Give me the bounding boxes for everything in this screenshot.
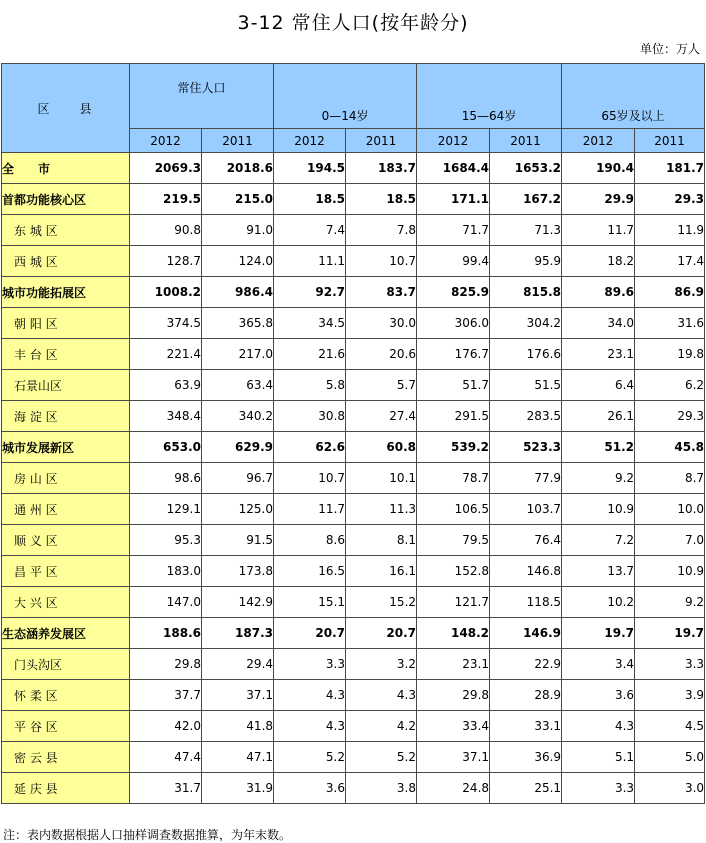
year-header-cell: 2012	[417, 129, 490, 153]
value-cell: 129.1	[130, 494, 202, 525]
value-cell: 26.1	[562, 401, 635, 432]
value-cell: 2018.6	[202, 153, 274, 184]
value-cell: 30.8	[274, 401, 346, 432]
value-cell: 95.3	[130, 525, 202, 556]
value-cell: 3.3	[274, 649, 346, 680]
table-row	[2, 525, 705, 556]
value-cell: 11.3	[346, 494, 417, 525]
value-cell: 221.4	[130, 339, 202, 370]
unit-label: 单位：万人	[639, 42, 700, 56]
value-cell: 148.2	[417, 618, 490, 649]
value-cell: 98.6	[130, 463, 202, 494]
value-cell: 8.7	[635, 463, 705, 494]
value-cell: 10.9	[635, 556, 705, 587]
value-cell: 348.4	[130, 401, 202, 432]
value-cell: 29.8	[417, 680, 490, 711]
value-cell: 147.0	[130, 587, 202, 618]
region-name: 延 庆 县	[2, 773, 130, 804]
value-cell: 23.1	[562, 339, 635, 370]
value-cell: 77.9	[490, 463, 562, 494]
value-cell: 1684.4	[417, 153, 490, 184]
value-cell: 28.9	[490, 680, 562, 711]
value-cell: 10.9	[562, 494, 635, 525]
region-name: 生态涵养发展区	[2, 618, 130, 649]
value-cell: 33.4	[417, 711, 490, 742]
value-cell: 3.6	[562, 680, 635, 711]
year-header-cell: 2012	[562, 129, 635, 153]
value-cell: 37.1	[417, 742, 490, 773]
value-cell: 91.0	[202, 215, 274, 246]
region-header: 区 县	[2, 64, 130, 153]
value-cell: 36.9	[490, 742, 562, 773]
value-cell: 18.2	[562, 246, 635, 277]
value-cell: 176.6	[490, 339, 562, 370]
value-cell: 71.3	[490, 215, 562, 246]
value-cell: 21.6	[274, 339, 346, 370]
value-cell: 30.0	[346, 308, 417, 339]
value-cell: 51.5	[490, 370, 562, 401]
value-cell: 51.2	[562, 432, 635, 463]
table-row	[2, 463, 705, 494]
value-cell: 37.7	[130, 680, 202, 711]
value-cell: 167.2	[490, 184, 562, 215]
value-cell: 51.7	[417, 370, 490, 401]
value-cell: 340.2	[202, 401, 274, 432]
region-name: 城市发展新区	[2, 432, 130, 463]
region-name: 通 州 区	[2, 494, 130, 525]
value-cell: 183.7	[346, 153, 417, 184]
region-name: 平 谷 区	[2, 711, 130, 742]
value-cell: 7.2	[562, 525, 635, 556]
value-cell: 146.9	[490, 618, 562, 649]
value-cell: 34.0	[562, 308, 635, 339]
region-name: 全 市	[2, 153, 130, 184]
population-table	[1, 63, 705, 804]
year-header-cell: 2011	[202, 129, 274, 153]
value-cell: 31.6	[635, 308, 705, 339]
value-cell: 10.7	[346, 246, 417, 277]
region-name: 石景山区	[2, 370, 130, 401]
value-cell: 146.8	[490, 556, 562, 587]
value-cell: 173.8	[202, 556, 274, 587]
value-cell: 24.8	[417, 773, 490, 804]
value-cell: 815.8	[490, 277, 562, 308]
value-cell: 20.7	[346, 618, 417, 649]
value-cell: 15.1	[274, 587, 346, 618]
value-cell: 29.9	[562, 184, 635, 215]
value-cell: 22.9	[490, 649, 562, 680]
region-name: 东 城 区	[2, 215, 130, 246]
region-name: 首都功能核心区	[2, 184, 130, 215]
value-cell: 7.8	[346, 215, 417, 246]
region-name: 丰 台 区	[2, 339, 130, 370]
year-header-cell: 2011	[346, 129, 417, 153]
value-cell: 3.3	[562, 773, 635, 804]
value-cell: 3.9	[635, 680, 705, 711]
value-cell: 29.4	[202, 649, 274, 680]
value-cell: 629.9	[202, 432, 274, 463]
value-cell: 9.2	[562, 463, 635, 494]
value-cell: 34.5	[274, 308, 346, 339]
year-header-cell: 2011	[635, 129, 705, 153]
table-row	[2, 215, 705, 246]
value-cell: 3.2	[346, 649, 417, 680]
year-header-cell: 2011	[490, 129, 562, 153]
table-row	[2, 587, 705, 618]
table-row	[2, 618, 705, 649]
value-cell: 5.2	[346, 742, 417, 773]
table-row	[2, 742, 705, 773]
value-cell: 89.6	[562, 277, 635, 308]
value-cell: 71.7	[417, 215, 490, 246]
value-cell: 2069.3	[130, 153, 202, 184]
value-cell: 128.7	[130, 246, 202, 277]
value-cell: 5.2	[274, 742, 346, 773]
value-cell: 215.0	[202, 184, 274, 215]
year-header-cell: 2012	[274, 129, 346, 153]
value-cell: 124.0	[202, 246, 274, 277]
region-name: 大 兴 区	[2, 587, 130, 618]
value-cell: 27.4	[346, 401, 417, 432]
value-cell: 986.4	[202, 277, 274, 308]
value-cell: 19.7	[635, 618, 705, 649]
value-cell: 41.8	[202, 711, 274, 742]
table-row	[2, 680, 705, 711]
value-cell: 96.7	[202, 463, 274, 494]
value-cell: 283.5	[490, 401, 562, 432]
region-name: 怀 柔 区	[2, 680, 130, 711]
value-cell: 4.2	[346, 711, 417, 742]
value-cell: 15.2	[346, 587, 417, 618]
value-cell: 13.7	[562, 556, 635, 587]
region-name: 房 山 区	[2, 463, 130, 494]
value-cell: 7.0	[635, 525, 705, 556]
region-name: 城市功能拓展区	[2, 277, 130, 308]
table-row	[2, 773, 705, 804]
table-row	[2, 401, 705, 432]
value-cell: 47.4	[130, 742, 202, 773]
value-cell: 18.5	[274, 184, 346, 215]
value-cell: 653.0	[130, 432, 202, 463]
value-cell: 6.4	[562, 370, 635, 401]
value-cell: 29.3	[635, 401, 705, 432]
value-cell: 5.0	[635, 742, 705, 773]
value-cell: 37.1	[202, 680, 274, 711]
region-name: 密 云 县	[2, 742, 130, 773]
value-cell: 121.7	[417, 587, 490, 618]
value-cell: 171.1	[417, 184, 490, 215]
region-name: 西 城 区	[2, 246, 130, 277]
value-cell: 125.0	[202, 494, 274, 525]
value-cell: 31.7	[130, 773, 202, 804]
value-cell: 83.7	[346, 277, 417, 308]
value-cell: 29.3	[635, 184, 705, 215]
value-cell: 90.8	[130, 215, 202, 246]
value-cell: 78.7	[417, 463, 490, 494]
table-row	[2, 494, 705, 525]
value-cell: 63.4	[202, 370, 274, 401]
value-cell: 118.5	[490, 587, 562, 618]
value-cell: 4.3	[346, 680, 417, 711]
value-cell: 19.8	[635, 339, 705, 370]
value-cell: 20.6	[346, 339, 417, 370]
value-cell: 106.5	[417, 494, 490, 525]
value-cell: 103.7	[490, 494, 562, 525]
value-cell: 60.8	[346, 432, 417, 463]
value-cell: 62.6	[274, 432, 346, 463]
value-cell: 47.1	[202, 742, 274, 773]
value-cell: 187.3	[202, 618, 274, 649]
group-header-15-64: 15—64岁	[417, 64, 562, 129]
value-cell: 76.4	[490, 525, 562, 556]
value-cell: 92.7	[274, 277, 346, 308]
value-cell: 3.0	[635, 773, 705, 804]
value-cell: 8.6	[274, 525, 346, 556]
value-cell: 11.1	[274, 246, 346, 277]
table-row	[2, 711, 705, 742]
value-cell: 79.5	[417, 525, 490, 556]
value-cell: 304.2	[490, 308, 562, 339]
region-name: 海 淀 区	[2, 401, 130, 432]
value-cell: 142.9	[202, 587, 274, 618]
value-cell: 1008.2	[130, 277, 202, 308]
value-cell: 11.7	[274, 494, 346, 525]
value-cell: 4.3	[274, 711, 346, 742]
value-cell: 86.9	[635, 277, 705, 308]
value-cell: 217.0	[202, 339, 274, 370]
value-cell: 1653.2	[490, 153, 562, 184]
value-cell: 188.6	[130, 618, 202, 649]
value-cell: 11.9	[635, 215, 705, 246]
table-body	[2, 153, 705, 804]
value-cell: 181.7	[635, 153, 705, 184]
region-name: 顺 义 区	[2, 525, 130, 556]
value-cell: 183.0	[130, 556, 202, 587]
table-row	[2, 153, 705, 184]
value-cell: 11.7	[562, 215, 635, 246]
value-cell: 42.0	[130, 711, 202, 742]
value-cell: 95.9	[490, 246, 562, 277]
value-cell: 10.2	[562, 587, 635, 618]
value-cell: 10.1	[346, 463, 417, 494]
value-cell: 23.1	[417, 649, 490, 680]
value-cell: 31.9	[202, 773, 274, 804]
group-header-0-14: 0—14岁	[274, 64, 417, 129]
table-row	[2, 370, 705, 401]
value-cell: 306.0	[417, 308, 490, 339]
value-cell: 4.3	[562, 711, 635, 742]
value-cell: 10.7	[274, 463, 346, 494]
table-row	[2, 184, 705, 215]
table-row	[2, 308, 705, 339]
value-cell: 3.8	[346, 773, 417, 804]
value-cell: 523.3	[490, 432, 562, 463]
table-row	[2, 277, 705, 308]
value-cell: 45.8	[635, 432, 705, 463]
table-row	[2, 649, 705, 680]
value-cell: 16.1	[346, 556, 417, 587]
value-cell: 63.9	[130, 370, 202, 401]
value-cell: 5.8	[274, 370, 346, 401]
value-cell: 18.5	[346, 184, 417, 215]
value-cell: 190.4	[562, 153, 635, 184]
value-cell: 4.5	[635, 711, 705, 742]
value-cell: 33.1	[490, 711, 562, 742]
value-cell: 19.7	[562, 618, 635, 649]
value-cell: 539.2	[417, 432, 490, 463]
value-cell: 17.4	[635, 246, 705, 277]
value-cell: 291.5	[417, 401, 490, 432]
table-row	[2, 556, 705, 587]
value-cell: 374.5	[130, 308, 202, 339]
value-cell: 8.1	[346, 525, 417, 556]
value-cell: 176.7	[417, 339, 490, 370]
table-row	[2, 432, 705, 463]
value-cell: 9.2	[635, 587, 705, 618]
group-header-65-plus: 65岁及以上	[562, 64, 705, 129]
value-cell: 6.2	[635, 370, 705, 401]
value-cell: 7.4	[274, 215, 346, 246]
value-cell: 152.8	[417, 556, 490, 587]
value-cell: 10.0	[635, 494, 705, 525]
value-cell: 91.5	[202, 525, 274, 556]
region-name: 门头沟区	[2, 649, 130, 680]
value-cell: 365.8	[202, 308, 274, 339]
value-cell: 16.5	[274, 556, 346, 587]
value-cell: 20.7	[274, 618, 346, 649]
value-cell: 3.4	[562, 649, 635, 680]
group-header-total: 常住人口	[130, 64, 274, 129]
value-cell: 3.6	[274, 773, 346, 804]
value-cell: 99.4	[417, 246, 490, 277]
value-cell: 5.1	[562, 742, 635, 773]
value-cell: 29.8	[130, 649, 202, 680]
region-name: 朝 阳 区	[2, 308, 130, 339]
table-row	[2, 339, 705, 370]
value-cell: 825.9	[417, 277, 490, 308]
page-title: 3-12 常住人口(按年龄分)	[237, 12, 469, 34]
value-cell: 219.5	[130, 184, 202, 215]
value-cell: 3.3	[635, 649, 705, 680]
value-cell: 194.5	[274, 153, 346, 184]
footnote: 注：表内数据根据人口抽样调查数据推算，为年末数。	[3, 828, 292, 842]
value-cell: 25.1	[490, 773, 562, 804]
table-row	[2, 246, 705, 277]
value-cell: 5.7	[346, 370, 417, 401]
region-name: 昌 平 区	[2, 556, 130, 587]
value-cell: 4.3	[274, 680, 346, 711]
year-header-cell: 2012	[130, 129, 202, 153]
